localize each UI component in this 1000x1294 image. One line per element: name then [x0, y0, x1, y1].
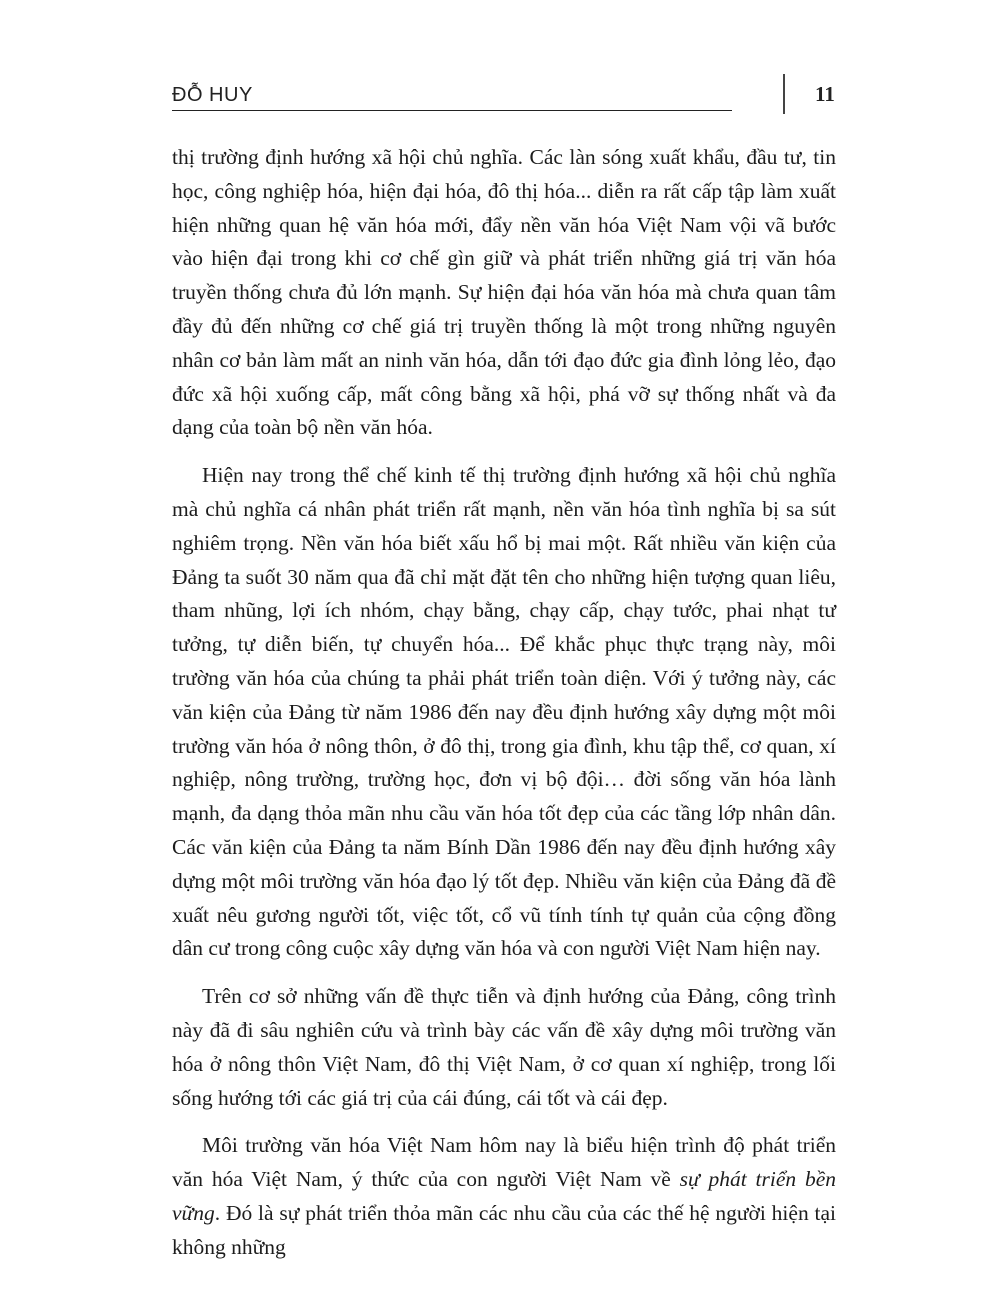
body-text: [172, 141, 836, 1279]
paragraph-4-end: . Đó là sự phát triển thỏa mãn các nhu cầu của các thế hệ người hiện tại không những: [172, 1200, 836, 1259]
paragraph-2: Hiện nay trong thể chế kinh tế thị trường định hướng xã hội chủ nghĩa mà chủ nghĩa cá nhân phát triển rất mạnh, nền văn hóa tình nghĩa bị sa sút nghiêm trọng. Nền văn hóa biết xấu hổ bị mai một. Rất nhiều văn kiện của Đảng ta suốt 30 năm qua đã chỉ mặt đặt tên cho những hiện tượng quan liêu, tham nhũng, lợi ích nhóm, chạy bằng, chạy cấp, chạy tước, phai nhạt tư tưởng, tự diễn biến, tự chuyển hóa... Để khắc phục thực trạng này, môi trường văn hóa của chúng ta phải phát triển toàn diện. Với ý tưởng này, các văn kiện của Đảng từ năm 1986 đến nay đều định hướng xây dựng một môi trường văn hóa ở nông thôn, ở đô thị, trong gia đình, khu tập thể, cơ quan, xí nghiệp, nông trường, trường học, đơn vị bộ đội… đời sống văn hóa lành mạnh, đa dạng thỏa mãn nhu cầu văn hóa tốt đẹp của các tầng lớp nhân dân. Các văn kiện của Đảng ta năm Bính Dần 1986 đến nay đều định hướng xây dựng một môi trường văn hóa đạo lý tốt đẹp. Nhiều văn kiện của Đảng đã đề xuất nêu gương người tốt, việc tốt, cổ vũ tính tính tự quản của cộng đồng dân cư trong công cuộc xây dựng văn hóa và con người Việt Nam hiện nay.: [172, 463, 836, 961]
paragraph-4: [172, 1129, 836, 1264]
page-number: 11: [815, 82, 835, 106]
running-head-author: ĐỖ HUY: [172, 84, 253, 106]
paragraph-4-start: Môi trường văn hóa Việt Nam hôm nay là biểu hiện trình độ phát triển văn hóa Việt Nam, ý thức của con người Việt Nam về: [172, 1133, 836, 1192]
page-header: [172, 78, 732, 111]
paragraph-3: Trên cơ sở những vấn đề thực tiễn và định hướng của Đảng, công trình này đã đi sâu nghiên cứu và trình bày các vấn đề xây dựng môi trường văn hóa ở nông thôn Việt Nam, đô thị Việt Nam, ở cơ quan xí nghiệp, trong lối sống hướng tới các giá trị của cái đúng, cái tốt và cái đẹp.: [172, 984, 836, 1110]
paragraph-1: thị trường định hướng xã hội chủ nghĩa. Các làn sóng xuất khẩu, đầu tư, tin học, công nghiệp hóa, hiện đại hóa, đô thị hóa... diễn ra rất cấp tập làm xuất hiện những quan hệ văn hóa mới, đẩy nền văn hóa Việt Nam vội vã bước vào hiện đại trong khi cơ chế gìn giữ và phát triển những giá trị văn hóa truyền thống chưa đủ lớn mạnh. Sự hiện đại hóa văn hóa mà chưa quan tâm đầy đủ đến những cơ chế giá trị truyền thống là một trong những nguyên nhân cơ bản làm mất an ninh văn hóa, dẫn tới đạo đức gia đình lỏng lẻo, đạo đức xã hội xuống cấp, mất công bằng xã hội, phá vỡ sự thống nhất và đa dạng của toàn bộ nền văn hóa.: [172, 145, 836, 440]
paragraph-4-italic-phrase: sự phát triển bền vững: [172, 1167, 837, 1225]
header-vertical-rule: [783, 74, 785, 114]
